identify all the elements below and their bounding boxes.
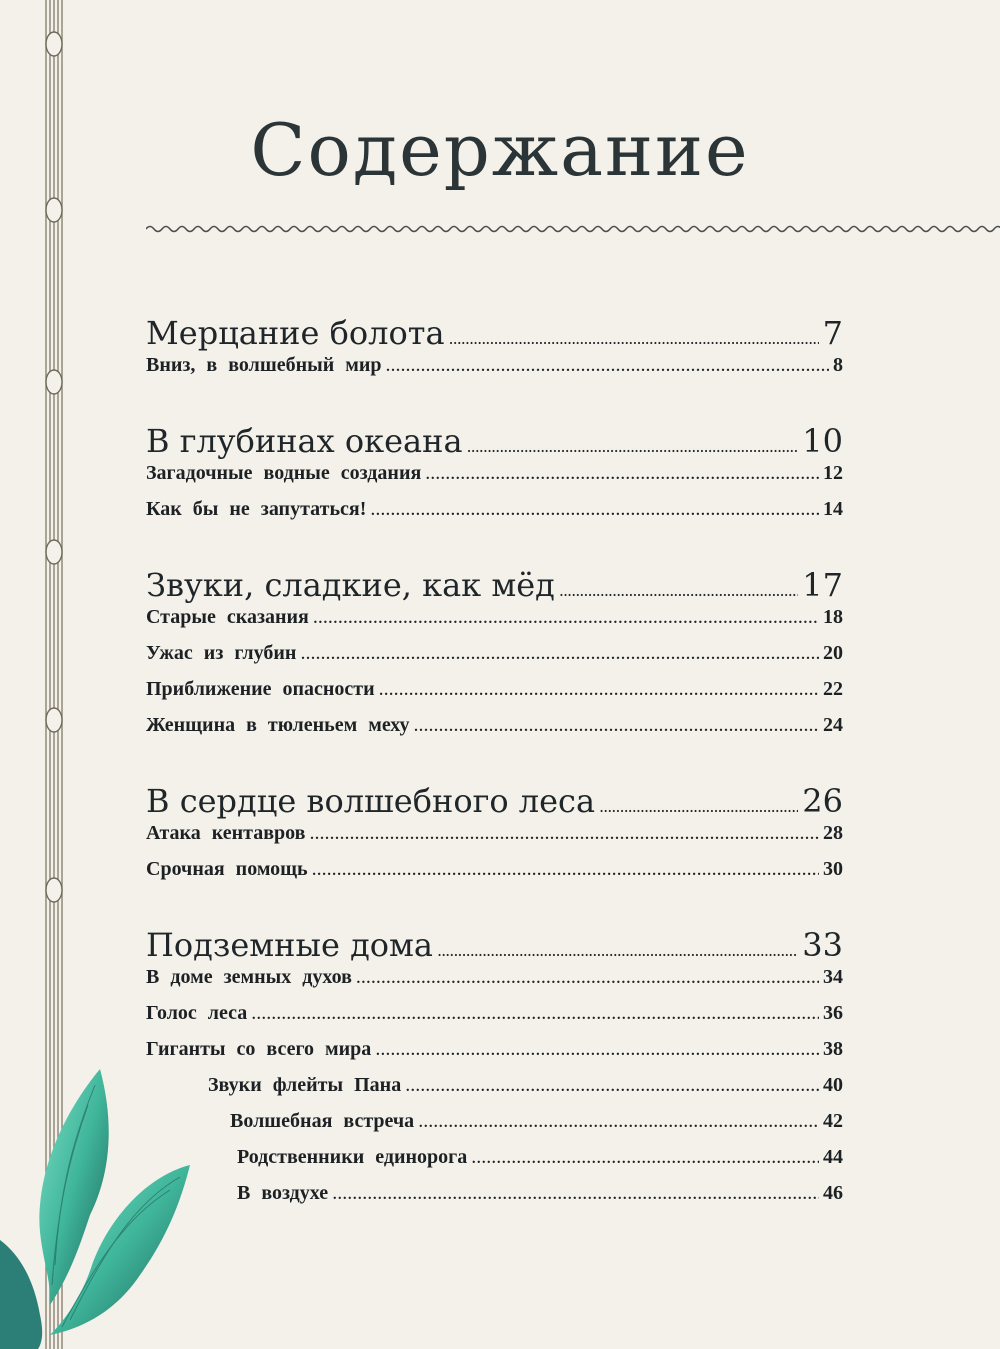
dot-leader <box>437 941 798 960</box>
dot-leader <box>467 437 799 456</box>
wavy-rule-icon <box>146 222 1000 236</box>
toc-section[interactable] <box>146 1002 843 1030</box>
dot-leader <box>471 1146 819 1169</box>
dot-leader <box>386 354 829 377</box>
dot-leader <box>312 858 819 881</box>
toc-section[interactable] <box>146 714 843 742</box>
section-title: Как бы не запутаться! <box>146 498 367 520</box>
section-title: Старые сказания <box>146 606 309 628</box>
section-title: В доме земных духов <box>146 966 352 988</box>
dot-leader <box>332 1182 819 1205</box>
toc-section[interactable] <box>146 966 843 994</box>
section-title: Гиганты со всего мира <box>146 1038 372 1060</box>
page-number: 46 <box>823 1182 843 1204</box>
toc-section[interactable] <box>146 498 843 526</box>
mermaid-tail-icon <box>0 1065 190 1349</box>
toc-chapter[interactable] <box>146 422 843 464</box>
page-number: 40 <box>823 1074 843 1096</box>
page-number: 20 <box>823 642 843 664</box>
page-number: 28 <box>823 822 843 844</box>
dot-leader <box>356 966 819 989</box>
section-title: Родственники единорога <box>237 1146 468 1168</box>
dot-leader <box>379 678 819 701</box>
dot-leader <box>599 797 798 816</box>
section-title: Срочная помощь <box>146 858 308 880</box>
dot-leader <box>309 822 819 845</box>
dot-leader <box>559 581 798 600</box>
section-title: Волшебная встреча <box>230 1110 415 1132</box>
page-number: 42 <box>823 1110 843 1132</box>
section-title: Голос леса <box>146 1002 248 1024</box>
page-title: Содержание <box>250 108 750 192</box>
chapter-title: Мерцание болота <box>146 314 445 352</box>
page-number: 10 <box>802 422 843 460</box>
page-number: 7 <box>822 314 843 352</box>
toc-section[interactable] <box>146 822 843 850</box>
section-title: Звуки флейты Пана <box>208 1074 402 1096</box>
toc-section[interactable] <box>146 1038 843 1066</box>
chapter-title: В глубинах океана <box>146 422 463 460</box>
dot-leader <box>418 1110 819 1133</box>
toc-section[interactable] <box>146 462 843 490</box>
page-number: 34 <box>823 966 843 988</box>
toc-section[interactable] <box>237 1146 843 1174</box>
toc-chapter[interactable] <box>146 782 843 824</box>
section-title: Ужас из глубин <box>146 642 297 664</box>
dot-leader <box>313 606 819 629</box>
section-title: Приближение опасности <box>146 678 375 700</box>
section-title: Вниз, в волшебный мир <box>146 354 382 376</box>
toc-section[interactable] <box>208 1074 843 1102</box>
toc-chapter[interactable] <box>146 926 843 968</box>
page-number: 36 <box>823 1002 843 1024</box>
dot-leader <box>405 1074 819 1097</box>
page-number: 17 <box>802 566 843 604</box>
toc-chapter[interactable] <box>146 314 843 356</box>
toc-section[interactable] <box>146 858 843 886</box>
page-number: 22 <box>823 678 843 700</box>
page-number: 14 <box>823 498 843 520</box>
section-title: В воздухе <box>237 1182 329 1204</box>
page-number: 8 <box>833 354 843 376</box>
toc-section[interactable] <box>146 606 843 634</box>
page-number: 24 <box>823 714 843 736</box>
dot-leader <box>370 498 819 521</box>
chapter-title: Подземные дома <box>146 926 433 964</box>
page-number: 44 <box>823 1146 843 1168</box>
section-title: Загадочные водные создания <box>146 462 422 484</box>
section-title: Атака кентавров <box>146 822 306 844</box>
dot-leader <box>449 329 819 348</box>
chapter-title: Звуки, сладкие, как мёд <box>146 566 555 604</box>
dot-leader <box>251 1002 819 1025</box>
page-number: 12 <box>823 462 843 484</box>
toc-section[interactable] <box>237 1182 843 1210</box>
dot-leader <box>425 462 819 485</box>
page-number: 18 <box>823 606 843 628</box>
section-title: Женщина в тюленьем меху <box>146 714 410 736</box>
toc-section[interactable] <box>230 1110 843 1138</box>
toc-section[interactable] <box>146 354 843 382</box>
toc-section[interactable] <box>146 642 843 670</box>
page-number: 30 <box>823 858 843 880</box>
toc-section[interactable] <box>146 678 843 706</box>
chapter-title: В сердце волшебного леса <box>146 782 596 820</box>
dot-leader <box>375 1038 819 1061</box>
page-number: 33 <box>802 926 843 964</box>
page-number: 38 <box>823 1038 843 1060</box>
dot-leader <box>300 642 819 665</box>
page-number: 26 <box>802 782 843 820</box>
toc-chapter[interactable] <box>146 566 843 608</box>
dot-leader <box>414 714 819 737</box>
